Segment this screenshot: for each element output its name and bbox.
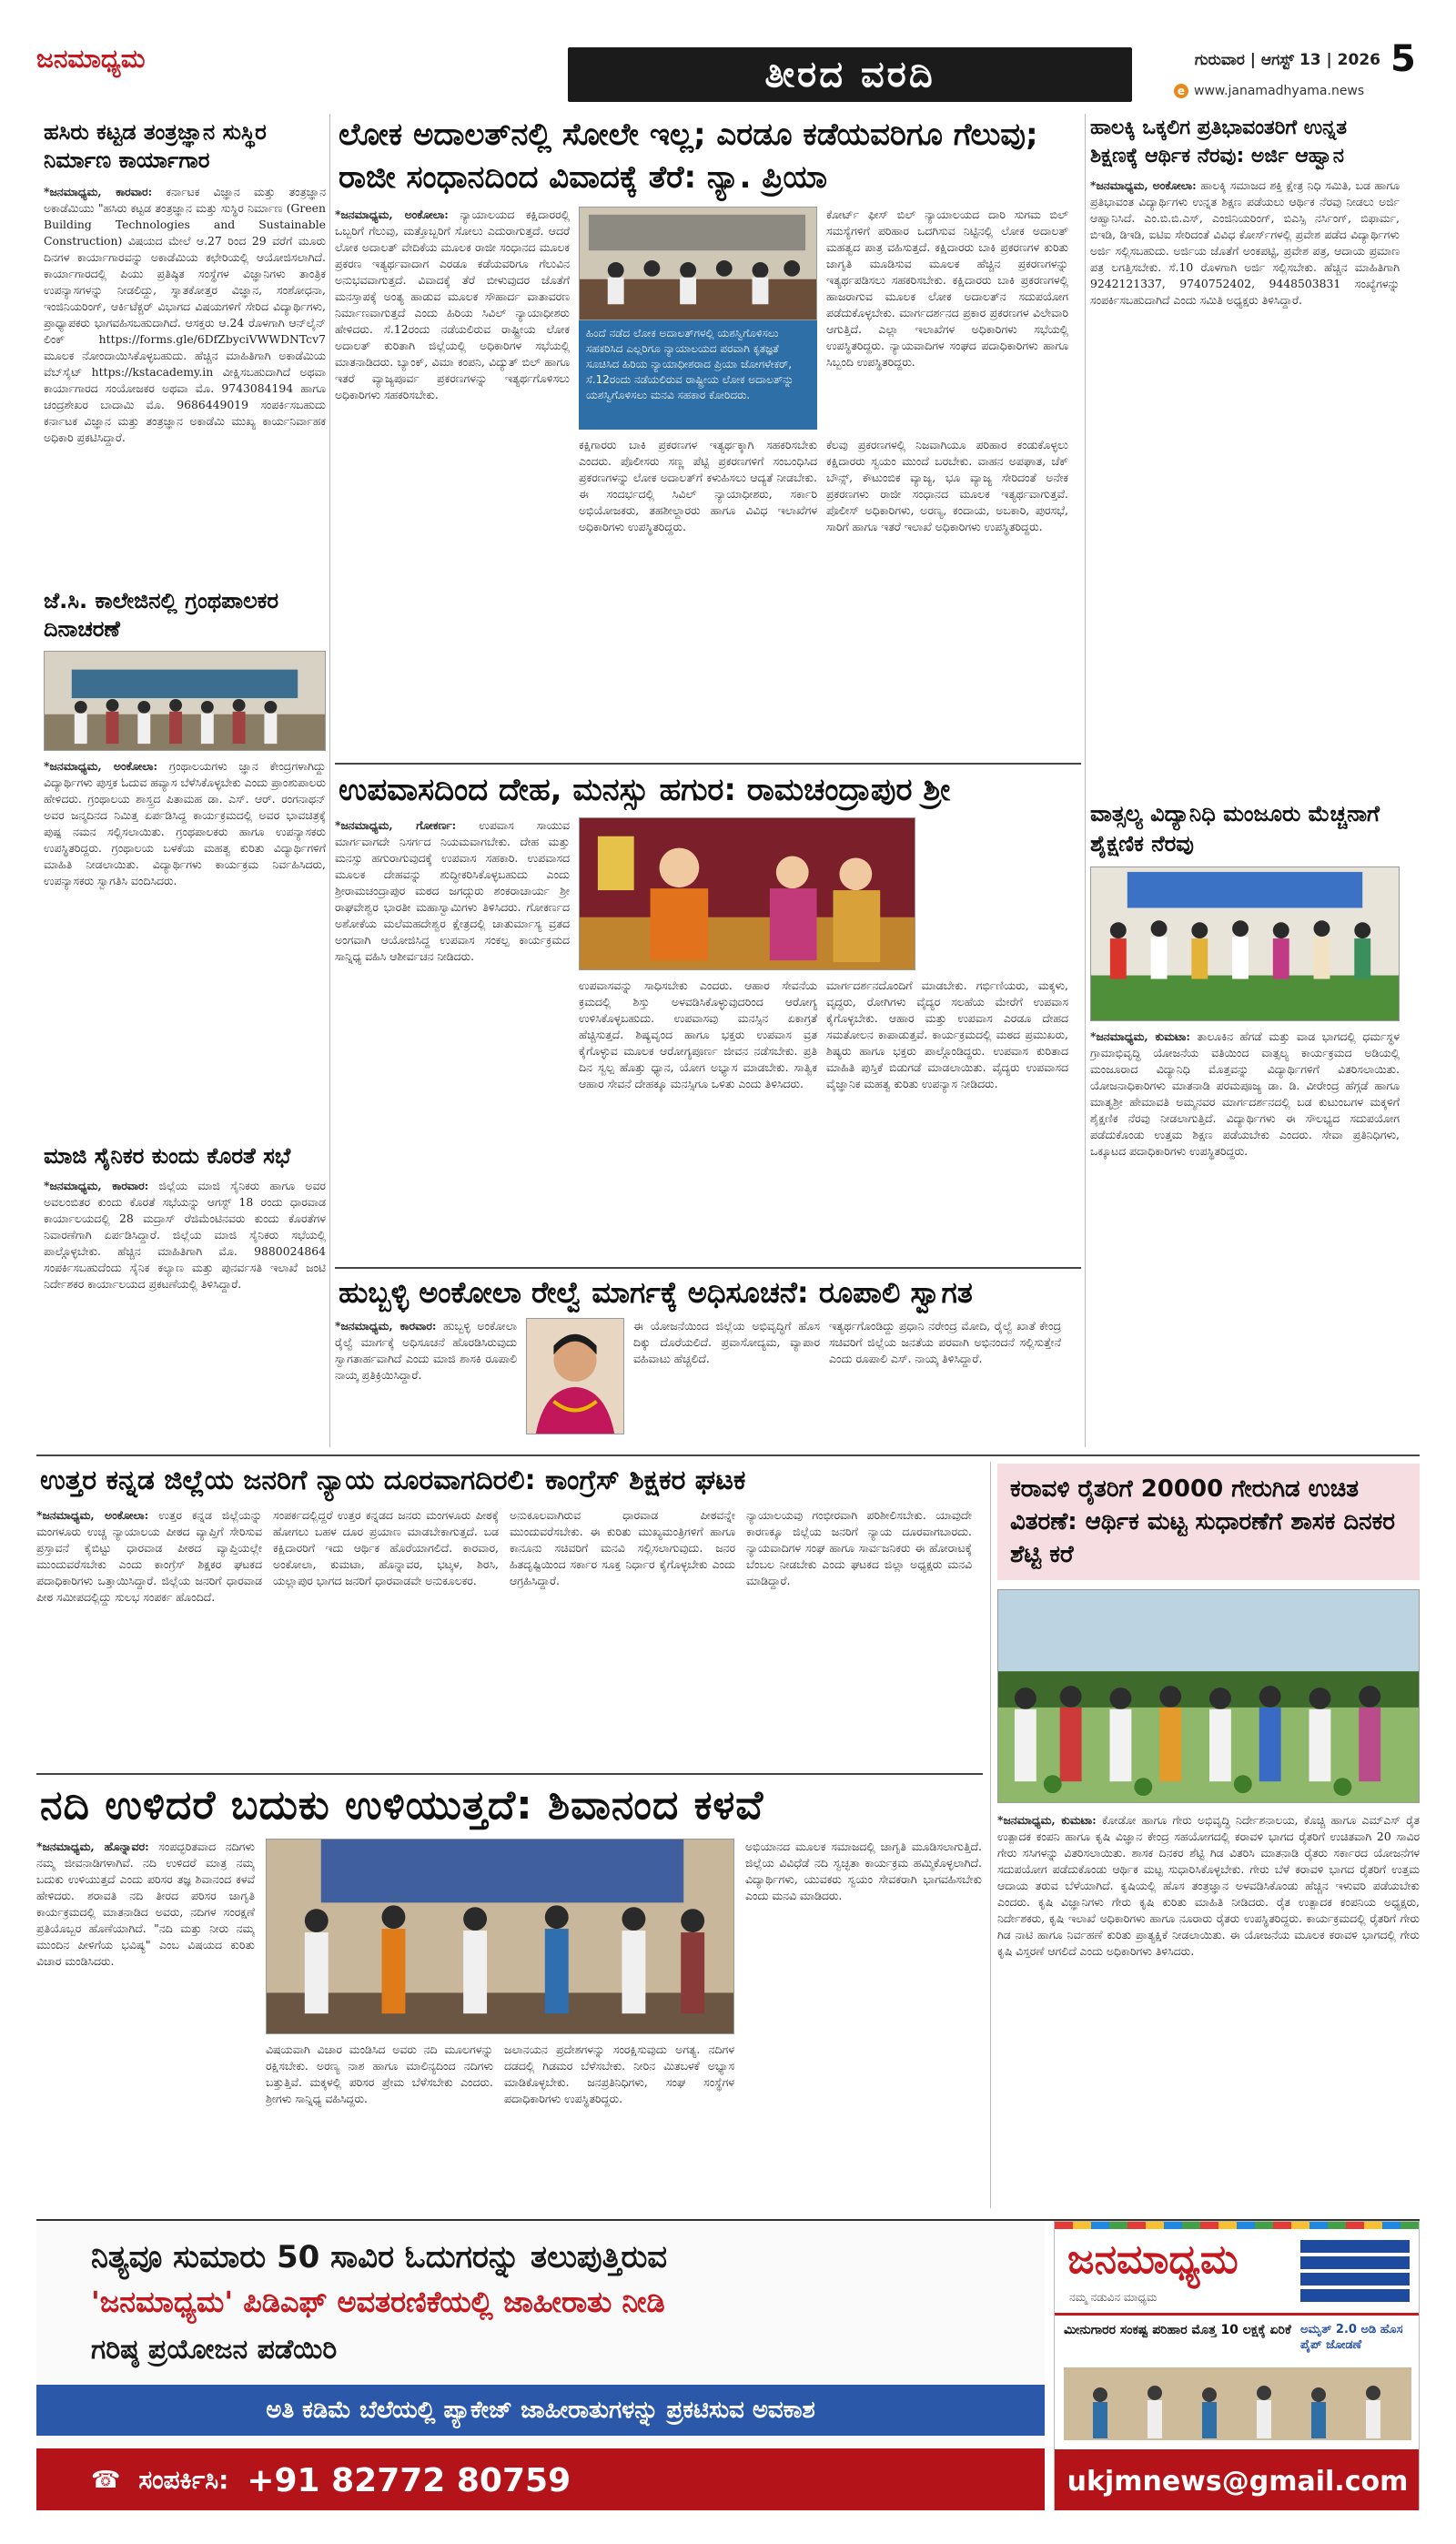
column-divider — [329, 114, 330, 1447]
lok-adalat-meeting-photo — [579, 207, 817, 320]
brand-name: ಜನಮಾಧ್ಯಮ — [36, 44, 146, 74]
dateline: *ಜನಮಾಧ್ಯಮ, ಕುಮಟಾ: — [1090, 1029, 1190, 1043]
story-high-court-bench — [36, 1462, 983, 1767]
article-col-1 — [36, 1507, 262, 1753]
headline: ಮಾಜಿ ಸೈನಿಕರ ಕುಂದು ಕೊರತೆ ಸಭೆ — [44, 1143, 291, 1169]
headline-box — [997, 1464, 1420, 1580]
article-col-3: ಅನುಕೂಲವಾಗಿರುವ ಧಾರವಾಡ ಪೀಠವನ್ನೇ ಮುಂದುವರೆಸಬೇಕು. ಈ ಕುರಿತು ಮುಖ್ಯಮಂತ್ರಿಗಳಿಗೆ ಹಾಗೂ ಕಾನೂನು ಸಚಿವರಿಗೆ ಮನವಿ ಸಲ್ಲಿಸಲಾಗುವುದು. ಜನರ ಹಿತದೃಷ್ಟಿಯಿಂದ ಸರ್ಕಾರ ಸೂಕ್ತ ನಿರ್ಧಾರ ಕೈಗೊಳ್ಳಬೇಕು ಎಂದು ಆಗ್ರಹಿಸಿದ್ದಾರೆ. — [510, 1508, 735, 1587]
ad-banner-text: ಅತಿ ಕಡಿಮೆ ಬೆಲೆಯಲ್ಲಿ ಪ್ಯಾಕೇಜ್ ಜಾಹೀರಾತುಗಳನ್ನು ಪ್ರಕಟಿಸುವ ಅವಕಾಶ — [266, 2396, 815, 2424]
headline: ಕರಾವಳಿ ರೈತರಿಗೆ 20000 ಗೇರುಗಿಡ ಉಚಿತ ವಿತರಣೆ: ಆರ್ಥಿಕ ಮಟ್ಟ ಸುಧಾರಣೆಗೆ ಶಾಸಕ ದಿನಕರ ಶೆಟ್ಟಿ ಕರೆ — [1010, 1475, 1396, 1568]
dateline: *ಜನಮಾಧ್ಯಮ, ಕಾರವಾರ: — [44, 1179, 149, 1192]
article-col-1 — [335, 1318, 517, 1445]
dateline: *ಜನಮಾಧ್ಯಮ, ಕುಮಟಾ: — [997, 1813, 1097, 1827]
section-divider — [335, 763, 1081, 765]
right-story-halakki — [1090, 114, 1400, 787]
dateline: *ಜನಮಾಧ್ಯಮ, ಹೊನ್ನಾವರ: — [36, 1840, 149, 1853]
ad-line-1: ನಿತ್ಯವೂ ಸುಮಾರು 50 ಸಾವಿರ ಓದುಗರನ್ನು ತಲುಪುತ್ತಿರುವ — [91, 2239, 668, 2275]
photo-caption: ಹಿಂದೆ ನಡೆದ ಲೋಕ ಅದಾಲತ್‌ಗಳಲ್ಲಿ ಯಶಸ್ವಿಗೊಳಿಸಲು ಸಹಕರಿಸಿದ ಎಲ್ಲರಿಗೂ ನ್ಯಾಯಾಲಯದ ಪರವಾಗಿ ಕೃತಜ್ಞತೆ ಸೂಚಿಸಿದ ಹಿರಿಯ ನ್ಯಾಯಾಧೀಶರಾದ ಪ್ರಿಯಾ ಜೋಗಳೇಕರ್, ಸೆ.12ರಂದು ನಡೆಯಲಿರುವ ರಾಷ್ಟ್ರೀಯ ಲೋಕ ಅದಾಲತ್‌ನ್ನು ಯಶಸ್ವಿಗೊಳಿಸಲು ಮನವಿ ಸಹಕಾರ ಕೋರಿದರು. — [579, 320, 817, 430]
dateline: *ಜನಮಾಧ್ಯಮ, ಅಂಕೋಲಾ: — [44, 759, 158, 773]
left-story-green-building — [44, 118, 326, 578]
section-divider — [36, 1454, 1420, 1456]
ad-line-3: ಗರಿಷ್ಠ ಪ್ರಯೋಜನ ಪಡೆಯಿರಿ — [91, 2334, 338, 2366]
left-story-library-day — [44, 587, 326, 1133]
dateline: *ಜನಮಾಧ್ಯಮ, ಕಾರವಾರ: — [335, 1319, 437, 1333]
brand-logo — [36, 42, 197, 76]
web-icon: e — [1174, 84, 1188, 98]
headline: ನದಿ ಉಳಿದರೆ ಬದುಕು ಉಳಿಯುತ್ತದೆ: ಶಿವಾನಂದ ಕಳವೆ — [40, 1782, 764, 1829]
headline: ಉತ್ತರ ಕನ್ನಡ ಜಿಲ್ಲೆಯ ಜನರಿಗೆ ನ್ಯಾಯ ದೂರವಾಗದಿರಲಿ: ಕಾಂಗ್ರೆಸ್ ಶಿಕ್ಷಕರ ಘಟಕ — [40, 1465, 746, 1496]
headline: ಹಸಿರು ಕಟ್ಟಡ ತಂತ್ರಜ್ಞಾನ ಸುಸ್ಥಿರ ನಿರ್ಮಾಣ ಕಾರ್ಯಾಗಾರ — [44, 119, 267, 173]
river-event-photo — [266, 1839, 734, 2034]
headline: ವಾತ್ಸಲ್ಯ ವಿದ್ಯಾನಿಧಿ ಮಂಜೂರು ಮೆಚ್ಚನಾಗೆ ಶೈಕ್ಷಣಿಕ ನೆರವು — [1090, 801, 1380, 856]
article-body — [44, 184, 326, 446]
ad-newspaper-preview — [1054, 2221, 1420, 2510]
website-text: www.janamadhyama.news — [1194, 84, 1365, 98]
body-text: ಗ್ರಂಥಾಲಯಗಳು ಜ್ಞಾನ ಕೇಂದ್ರಗಳಾಗಿದ್ದು ವಿದ್ಯಾರ್ಥಿಗಳು ಪುಸ್ತಕ ಓದುವ ಹವ್ಯಾಸ ಬೆಳೆಸಿಕೊಳ್ಳಬೇಕು ಎಂದು ಪ್ರಾಂಶುಪಾಲರು ಹೇಳಿದರು. ಗ್ರಂಥಾಲಯ ಶಾಸ್ತ್ರದ ಪಿತಾಮಹ ಡಾ. ಎಸ್. ಆರ್. ರಂಗನಾಥನ್ ಅವರ ಜನ್ಮದಿನದ ನಿಮಿತ್ತ ಏರ್ಪಡಿಸಿದ್ದ ಕಾರ್ಯಕ್ರಮದಲ್ಲಿ ಅವರ ಭಾವಚಿತ್ರಕ್ಕೆ ಪುಷ್ಪ ನಮನ ಸಲ್ಲಿಸಲಾಯಿತು. ಗ್ರಂಥಪಾಲಕರು ಹಾಗೂ ಉಪನ್ಯಾಸಕರು ಉಪಸ್ಥಿತರಿದ್ದರು. ಗ್ರಂಥಾಲಯ ಬಳಕೆಯ ಮಹತ್ವ ಕುರಿತು ವಿದ್ಯಾರ್ಥಿಗಳಿಗೆ ಮಾಹಿತಿ ನೀಡಲಾಯಿತು. ವಿದ್ಯಾರ್ಥಿಗಳು ಕಾರ್ಯಕ್ರಮ ನಿರ್ವಹಿಸಿದರು, ಉಪನ್ಯಾಸಕರು ಸ್ವಾಗತಿಸಿ ವಂದಿಸಿದರು. — [44, 759, 326, 887]
article-col-1 — [36, 1839, 255, 2198]
dateline: *ಜನಮಾಧ್ಯಮ, ಅಂಕೋಲಾ: — [335, 208, 449, 221]
mini-tagline: ನಮ್ಮ ನಡುವಿನ ಮಾಧ್ಯಮ — [1069, 2291, 1158, 2304]
article-col-3: ಕಕ್ಷಿಗಾರರು ಬಾಕಿ ಪ್ರಕರಣಗಳ ಇತ್ಯರ್ಥಕ್ಕಾಗಿ ಸಹಕರಿಸಬೇಕು ಎಂದರು. ಪೊಲೀಸರು ಸಣ್ಣ ಪೆಟ್ಟಿ ಪ್ರಕರಣಗಳಿಗೆ ಸಂಬಂಧಿಸಿದ ಪ್ರಕರಣಗಳನ್ನು ಲೋಕ ಅದಾಲತ್‌ಗೆ ಕಳುಹಿಸಲು ಆದ್ಯತೆ ನೀಡಬೇಕು. ಈ ಸಂದರ್ಭದಲ್ಲಿ ಸಿವಿಲ್ ನ್ಯಾಯಾಧೀಶರು, ಸರ್ಕಾರಿ ಅಭಿಯೋಜಕರು, ತಹಶೀಲ್ದಾರರು ಹಾಗೂ ವಿವಿಧ ಇಲಾಖೆಗಳ ಅಧಿಕಾರಿಗಳು ಉಪಸ್ಥಿತರಿದ್ದರು. — [579, 438, 817, 533]
contact-label: ಸಂಪರ್ಕಿಸಿ: — [138, 2465, 229, 2495]
article-body — [44, 1178, 326, 1292]
dateline: *ಜನಮಾಧ್ಯಮ, ಅಂಕೋಲಾ: — [36, 1508, 149, 1522]
body-text: ಉಪವಾಸ ಸಾಯುವ ಮಾರ್ಗವಾಗದೇ ನಿಸರ್ಗದ ನಿಯಮವಾಗಬೇಕು. ದೇಹ ಮತ್ತು ಮನಸ್ಸು ಹಗುರಾಗುವುದಕ್ಕೆ ಉಪವಾಸ ಸಹಕಾರಿ. ಉಪವಾಸದ ಮೂಲಕ ದೇಹವನ್ನು ಶುದ್ಧೀಕರಿಸಿಕೊಳ್ಳಬಹುದು ಎಂದು ಶ್ರೀರಾಮಚಂದ್ರಾಪುರ ಮಠದ ಜಗದ್ಗುರು ಶಂಕರಾಚಾರ್ಯ ಶ್ರೀ ರಾಘವೇಶ್ವರ ಭಾರತೀ ಮಹಾಸ್ವಾಮಿಗಳು ತಿಳಿಸಿದರು. ಗೋಕರ್ಣದ ಅಶೋಕೆಯ ಮಲೆಮಹದೇಶ್ವರ ಕ್ಷೇತ್ರದಲ್ಲಿ ಚಾತುರ್ಮಾಸ್ಯ ವ್ರತದ ಅಂಗವಾಗಿ ಆಯೋಜಿಸಿದ್ದ ಉಪವಾಸ ಸಂಕಲ್ಪ ಕಾರ್ಯಕ್ರಮದ ಸಾನ್ನಿಧ್ಯ ವಹಿಸಿ ಆಶೀರ್ವಚನ ನೀಡಿದರು. — [335, 818, 570, 963]
body-text: ಜಿಲ್ಲೆಯ ಮಾಜಿ ಸೈನಿಕರು ಹಾಗೂ ಅವರ ಅವಲಂಬಿತರ ಕುಂದು ಕೊರತೆ ಸಭೆಯನ್ನು ಆಗಸ್ಟ್ 18 ರಂದು ಧಾರವಾಡ ಕಾರ್ಯಾಲಯದಲ್ಲಿ 28 ಮದ್ರಾಸ್ ರೆಜಿಮೆಂಟಿನವರು ಕುಂದು ಕೊರತೆಗಳ ನಿವಾರಣೆಗಾಗಿ ಏರ್ಪಡಿಸಿದ್ದಾರೆ. ಜಿಲ್ಲೆಯ ಮಾಜಿ ಸೈನಿಕರು ಸಭೆಯಲ್ಲಿ ಪಾಲ್ಗೊಳ್ಳಬೇಕು. ಹೆಚ್ಚಿನ ಮಾಹಿತಿಗಾಗಿ ಮೊ. 9880024864 ಸಂಪರ್ಕಿಸಬಹುದೆಂದು ಸೈನಿಕ ಕಲ್ಯಾಣ ಮತ್ತು ಪುನರ್ವಸತಿ ಇಲಾಖೆ ಜಂಟಿ ನಿರ್ದೇಶಕರ ಕಾರ್ಯಾಲಯದ ಪ್ರಕಟಣೆಯಲ್ಲಿ ತಿಳಿಸಿದ್ದಾರೆ. — [44, 1179, 326, 1291]
headline: ಉಪವಾಸದಿಂದ ದೇಹ, ಮನಸ್ಸು ಹಗುರ: ರಾಮಚಂದ್ರಾಪುರ ಶ್ರೀ — [339, 772, 951, 808]
body-text: ಉತ್ತರ ಕನ್ನಡ ಜಿಲ್ಲೆಯನ್ನು ಮಂಗಳೂರು ಉಚ್ಚ ನ್ಯಾಯಾಲಯ ಪೀಠದ ವ್ಯಾಪ್ತಿಗೆ ಸೇರಿಸುವ ಪ್ರಸ್ತಾವನೆ ಕೈಬಿಟ್ಟು ಧಾರವಾಡ ಪೀಠದ ವ್ಯಾಪ್ತಿಯಲ್ಲೇ ಮುಂದುವರೆಸಬೇಕು ಎಂದು ಕಾಂಗ್ರೆಸ್ ಶಿಕ್ಷಕರ ಘಟಕದ ಪದಾಧಿಕಾರಿಗಳು ಒತ್ತಾಯಿಸಿದ್ದಾರೆ. ಜಿಲ್ಲೆಯ ಜನರಿಗೆ ಧಾರವಾಡ ಪೀಠ ಸಮೀಪದಲ್ಲಿದ್ದು ಸುಲಭ ಸಂಪರ್ಕ ಹೊಂದಿದೆ. — [36, 1508, 262, 1604]
date-line: ಗುರುವಾರ | ಆಗಸ್ಟ್ 13 | 2026 — [1194, 51, 1380, 69]
article-col-1 — [335, 817, 570, 1245]
section-banner — [568, 47, 1132, 102]
rupali-photo — [526, 1318, 624, 1434]
website-link[interactable] — [1174, 84, 1401, 98]
section-divider — [36, 1773, 983, 1775]
article-col-2: ಕೋರ್ಟ್ ಫೀಸ್ ಬಿಲ್ ನ್ಯಾಯಾಲಯದ ದಾರಿ ಸುಗಮ ಬಿಲ್ ಸಮಸ್ಯೆಗಳಿಗೆ ಪರಿಹಾರ ಒದಗಿಸುವ ನಿಟ್ಟಿನಲ್ಲಿ ಲೋಕ ಅದಾಲತ್ ಮಹತ್ವದ ಪಾತ್ರ ವಹಿಸುತ್ತದೆ. ಕಕ್ಷಿದಾರರು ಬಾಕಿ ಪ್ರಕರಣಗಳ ಕುರಿತು ಜಾಗೃತಿ ಮೂಡಿಸುವ ಮೂಲಕ ಹೆಚ್ಚಿನ ಪ್ರಕರಣಗಳನ್ನು ಇತ್ಯರ್ಥಪಡಿಸಲು ಸಹಕರಿಸಬೇಕು. ಕಕ್ಷಿದಾರರು ಬಾಕಿ ಪ್ರಕರಣಗಳಲ್ಲಿ ಹಾಜರಾಗುವ ಮೂಲಕ ಲೋಕ ಅದಾಲತ್‌ನ ಸದುಪಯೋಗ ಪಡೆದುಕೊಳ್ಳಬೇಕು. ಮಾರ್ಗದರ್ಶನದ ಪ್ರಕಾರ ಪ್ರಕರಣಗಳ ವಿಲೇವಾರಿ ಆಗುತ್ತಿದೆ. ಎಲ್ಲಾ ಇಲಾಖೆಗಳ ಅಧಿಕಾರಿಗಳು ಸಭೆಯಲ್ಲಿ ಉಪಸ್ಥಿತರಿದ್ದರು. ನ್ಯಾಯವಾದಿಗಳ ಸಂಘದ ಪದಾಧಿಕಾರಿಗಳು ಹಾಗೂ ಸಿಬ್ಬಂದಿ ಉಪಸ್ಥಿತರಿದ್ದರು. — [826, 208, 1068, 369]
body-text: ಕರ್ನಾಟಕ ವಿಜ್ಞಾನ ಮತ್ತು ತಂತ್ರಜ್ಞಾನ ಅಕಾಡೆಮಿಯು "ಹಸಿರು ಕಟ್ಟಡ ತಂತ್ರಜ್ಞಾನ ಮತ್ತು ಸುಸ್ಥಿರ ನಿರ್ಮಾಣ (Green Building Technologies and Sustainable Construction) ವಿಷಯದ ಮೇಲೆ ಆ.27 ರಿಂದ 29 ವರೆಗೆ ಮೂರು ದಿನಗಳ ಕಾರ್ಯಾಗಾರವನ್ನು ಅಕಾಡೆಮಿಯ ಕಛೇರಿಯಲ್ಲಿ ಆಯೋಜಿಸಲಾಗಿದೆ. ಕಾರ್ಯಾಗಾರದಲ್ಲಿ ಪಿಯು ಪ್ರತಿಷ್ಠಿತ ಸಂಸ್ಥೆಗಳ ವಿಜ್ಞಾನಿಗಳು ತಾಂತ್ರಿಕ ಉಪನ್ಯಾಸಗಳನ್ನು ನೀಡಲಿದ್ದು, ಸ್ನಾತಕೋತ್ತರ ವಿಜ್ಞಾನ, ಸಂಶೋಧನಾ, ಇಂಜಿನಿಯರಿಂಗ್, ಆರ್ಕಿಟೆಕ್ಚರ್ ವಿಭಾಗದ ವಿಷಯಗಳಿಗೆ ಸೇರಿದ ವಿದ್ಯಾರ್ಥಿಗಳು, ಪ್ರಾಧ್ಯಾಪಕರು ಭಾಗವಹಿಸಬಹುದಾಗಿದೆ. ಆಸಕ್ತರು ಆ.24 ರೊಳಗಾಗಿ ಆನ್‌ಲೈನ್ ಲಿಂಕ್ https://forms.gle/6DfZbyciVWWDNTcv7 ಮೂಲಕ ನೋಂದಾಯಿಸಿಕೊಳ್ಳಬಹುದು. ಹೆಚ್ಚಿನ ಮಾಹಿತಿಗಾಗಿ ಅಕಾಡೆಮಿಯ ವೆಬ್‌ಸೈಟ್ https://kstacademy.in ವೀಕ್ಷಿಸಬಹುದಾಗಿದೆ ಅಥವಾ ಕಾರ್ಯಾಗಾರದ ಸಂಯೋಜಕರ ಅಥವಾ ಮೊ. 9743084194 ಹಾಗೂ ಚಂದ್ರಶೇಖರ ಬಾದಾಮಿ ಮೊ. 9686449019 ಸಂಪರ್ಕಿಸಬಹುದು ಕರ್ನಾಟಕ ವಿಜ್ಞಾನ ಮತ್ತು ತಂತ್ರಜ್ಞಾನ ಅಕಾಡೆಮಿ ಮುಖ್ಯ ಕಾರ್ಯನಿರ್ವಾಹಕ ಅಧಿಕಾರಿ ಪ್ರಕಟಿಸಿದ್ದಾರೆ. — [44, 185, 326, 444]
story-railway — [335, 1272, 1081, 1450]
ad-line-2: 'ಜನಮಾಧ್ಯಮ' ಪಿಡಿಎಫ್ ಅವತರಣಿಕೆಯಲ್ಲಿ ಜಾಹೀರಾತು ನೀಡಿ — [91, 2285, 665, 2319]
body-text: ತಾಲೂಕಿನ ಹೆಗಡೆ ಮತ್ತು ವಾಡ ಭಾಗದಲ್ಲಿ ಧರ್ಮಸ್ಥಳ ಗ್ರಾಮಾಭಿವೃದ್ಧಿ ಯೋಜನೆಯ ವತಿಯಿಂದ ವಾತ್ಸಲ್ಯ ಕಾರ್ಯಕ್ರಮದ ಅಡಿಯಲ್ಲಿ ಮಂಜೂರಾದ ವಿದ್ಯಾನಿಧಿ ಮೊತ್ತವನ್ನು ವಿದ್ಯಾರ್ಥಿಗಳಿಗೆ ವಿತರಿಸಲಾಯಿತು. ಯೋಜನಾಧಿಕಾರಿಗಳು ಮಾತನಾಡಿ ಪರಮಪೂಜ್ಯ ಡಾ. ಡಿ. ವೀರೇಂದ್ರ ಹೆಗ್ಗಡೆ ಹಾಗೂ ಮಾತೃಶ್ರೀ ಹೇಮಾವತಿ ಅಮ್ಮನವರ ಮಾರ್ಗದರ್ಶನದಲ್ಲಿ ಬಡ ಕುಟುಂಬಗಳ ಮಕ್ಕಳಿಗೆ ಶೈಕ್ಷಣಿಕ ನೆರವು ನೀಡಲಾಗುತ್ತಿದೆ. ವಿದ್ಯಾರ್ಥಿಗಳು ಈ ಸೌಲಭ್ಯದ ಸದುಪಯೋಗ ಪಡೆದುಕೊಂಡು ಉತ್ತಮ ಶಿಕ್ಷಣ ಪಡೆಯಬೇಕು ಎಂದರು. ಸೇವಾ ಪ್ರತಿನಿಧಿಗಳು, ಒಕ್ಕೂಟದ ಪದಾಧಿಕಾರಿಗಳು ಉಪಸ್ಥಿತರಿದ್ದರು. — [1090, 1029, 1400, 1158]
article-col-4: ನ್ಯಾಯಾಲಯವು ಗಂಭೀರವಾಗಿ ಪರಿಶೀಲಿಸಬೇಕು. ಯಾವುದೇ ಕಾರಣಕ್ಕೂ ಜಿಲ್ಲೆಯ ಜನರಿಗೆ ನ್ಯಾಯ ದೂರವಾಗಬಾರದು. ನ್ಯಾಯವಾದಿಗಳ ಸಂಘ ಹಾಗೂ ಸಾರ್ವಜನಿಕರು ಈ ಹೋರಾಟಕ್ಕೆ ಬೆಂಬಲ ನೀಡಬೇಕು ಎಂದು ಘಟಕದ ಜಿಲ್ಲಾ ಅಧ್ಯಕ್ಷರು ಮನವಿ ಮಾಡಿದ್ದಾರೆ. — [746, 1508, 972, 1587]
ad-email-box[interactable] — [1055, 2449, 1420, 2510]
article-col-4: ಅಭಿಯಾನದ ಮೂಲಕ ಸಮಾಜದಲ್ಲಿ ಜಾಗೃತಿ ಮೂಡಿಸಲಾಗುತ್ತಿದೆ. ಜಿಲ್ಲೆಯ ವಿವಿಧೆಡೆ ನದಿ ಸ್ವಚ್ಛತಾ ಕಾರ್ಯಕ್ರಮ ಹಮ್ಮಿಕೊಳ್ಳಲಾಗಿದೆ. ವಿದ್ಯಾರ್ಥಿಗಳು, ಯುವಕರು ಸ್ವಯಂ ಸೇವಕರಾಗಿ ಭಾಗವಹಿಸಬೇಕು ಎಂದು ಮನವಿ ಮಾಡಿದರು. — [745, 1840, 982, 1902]
dateline: *ಜನಮಾಧ್ಯಮ, ಅಂಕೋಲಾ: — [1090, 178, 1197, 192]
ad-contact[interactable] — [36, 2448, 1045, 2510]
library-photo — [44, 651, 326, 751]
headline: ಹುಬ್ಬಳ್ಳಿ ಅಂಕೋಲಾ ರೇಲ್ವೆ ಮಾರ್ಗಕ್ಕೆ ಅಧಿಸೂಚನೆ: ರೂಪಾಲಿ ಸ್ವಾಗತ — [339, 1275, 973, 1310]
article-body — [44, 758, 326, 889]
body-text: ಹುಬ್ಬಳ್ಳಿ ಅಂಕೋಲಾ ರೈಲ್ವೆ ಮಾರ್ಗಕ್ಕೆ ಅಧಿಸೂಚನೆ ಹೊರಡಿಸಿರುವುದು ಸ್ವಾಗತಾರ್ಹವಾಗಿದೆ ಎಂದು ಮಾಜಿ ಶಾಸಕಿ ರೂಪಾಲಿ ನಾಯ್ಕ ಪ್ರತಿಕ್ರಿಯಿಸಿದ್ದಾರೆ. — [335, 1319, 517, 1382]
column-divider — [990, 1462, 991, 2208]
body-text: ನ್ಯಾಯಾಲಯದ ಕಕ್ಷಿದಾರರಲ್ಲಿ ಒಬ್ಬರಿಗೆ ಗೆಲುವು, ಮತ್ತೊಬ್ಬರಿಗೆ ಸೋಲು ಎದುರಾಗುತ್ತದೆ. ಆದರೆ ಲೋಕ ಅದಾಲತ್ ವೇದಿಕೆಯ ಮೂಲಕ ರಾಜೀ ಸಂಧಾನದ ಮೂಲಕ ಪ್ರಕರಣ ಇತ್ಯರ್ಥವಾದಾಗ ಎರಡೂ ಕಡೆಯವರಿಗೂ ಗೆಲುವಿನ ಅನುಭವವಾಗುತ್ತದೆ. ವಿವಾದಕ್ಕೆ ತೆರೆ ಬೀಳುವುದರ ಜೊತೆಗೆ ಮನಸ್ತಾಪಕ್ಕೆ ಅಂತ್ಯ ಹಾಡುವ ಮೂಲಕ ಸೌಹಾರ್ದ ವಾತಾವರಣ ನಿರ್ಮಾಣವಾಗುತ್ತದೆ ಎಂದು ಹಿರಿಯ ಸಿವಿಲ್ ನ್ಯಾಯಾಧೀಶರು ಹೇಳಿದರು. ಸೆ.12ರಂದು ನಡೆಯಲಿರುವ ರಾಷ್ಟ್ರೀಯ ಲೋಕ ಅದಾಲತ್ ಕುರಿತಾಗಿ ಜಿಲ್ಲೆಯಲ್ಲಿ ಅಧಿಕಾರಿಗಳ ಸಭೆಯಲ್ಲಿ ಮಾತನಾಡಿದರು. ಬ್ಯಾಂಕ್, ವಿಮಾ ಕಂಪನಿ, ವಿದ್ಯುತ್ ಬಿಲ್ ಹಾಗೂ ಇತರೆ ವ್ಯಾಜ್ಯಪೂರ್ವ ಪ್ರಕರಣಗಳನ್ನು ಇತ್ಯರ್ಥಗೊಳಿಸಲು ಅಧಿಕಾರಿಗಳು ಸಹಕರಿಸಬೇಕು. — [335, 208, 570, 401]
article-col-3: ಜಲಾನಯನ ಪ್ರದೇಶಗಳನ್ನು ಸಂರಕ್ಷಿಸುವುದು ಅಗತ್ಯ. ನದಿಗಳ ದಡದಲ್ಲಿ ಗಿಡಮರ ಬೆಳೆಸಬೇಕು. ನೀರಿನ ಮಿತಬಳಕೆ ಅಭ್ಯಾಸ ಮಾಡಿಕೊಳ್ಳಬೇಕು. ಜನಪ್ರತಿನಿಧಿಗಳು, ಸಂಘ ಸಂಸ್ಥೆಗಳ ಪದಾಧಿಕಾರಿಗಳು ಉಪಸ್ಥಿತರಿದ್ದರು. — [504, 2042, 734, 2105]
swamiji-photo — [579, 817, 915, 970]
story-fasting — [335, 770, 1081, 1262]
dateline: *ಜನಮಾಧ್ಯಮ, ಕಾರವಾರ: — [44, 185, 153, 198]
story-cashew-saplings — [997, 1464, 1420, 2208]
body-text: ಕೋಡೋ ಹಾಗೂ ಗೇರು ಅಭಿವೃದ್ಧಿ ನಿರ್ದೇಶನಾಲಯ, ಕೊಚ್ಚಿ ಹಾಗೂ ಎಮ್‌ಎಸ್ ರೈತ ಉತ್ಪಾದಕ ಕಂಪನಿ ಹಾಗೂ ಕೃಷಿ ವಿಜ್ಞಾನ ಕೇಂದ್ರ ಸಹಯೋಗದಲ್ಲಿ ಕರಾವಳಿ ಭಾಗದ ರೈತರಿಗೆ ಉಚಿತವಾಗಿ 20 ಸಾವಿರ ಗೇರು ಸಸಿಗಳನ್ನು ವಿತರಿಸಲಾಯಿತು. ಶಾಸಕ ದಿನಕರ ಶೆಟ್ಟಿ ಗಿಡ ವಿತರಿಸಿ ಮಾತನಾಡಿ ರೈತರು ಸರ್ಕಾರದ ಯೋಜನೆಗಳ ಸದುಪಯೋಗ ಪಡೆದುಕೊಂಡು ಆರ್ಥಿಕ ಮಟ್ಟ ಸುಧಾರಿಸಿಕೊಳ್ಳಬೇಕು. ಗೇರು ಬೆಳೆ ಕರಾವಳಿ ಭಾಗದ ರೈತರಿಗೆ ಉತ್ತಮ ಆದಾಯ ತರುವ ಬೆಳೆಯಾಗಿದೆ. ಕೃಷಿಯಲ್ಲಿ ಹೊಸ ತಂತ್ರಜ್ಞಾನ ಅಳವಡಿಸಿಕೊಂಡು ಹೆಚ್ಚಿನ ಇಳುವರಿ ಪಡೆಯಬೇಕು ಎಂದರು. ಕೃಷಿ ವಿಜ್ಞಾನಿಗಳು ಗೇರು ಕೃಷಿ ಕುರಿತು ಮಾಹಿತಿ ನೀಡಿದರು. ರೈತ ಉತ್ಪಾದಕ ಕಂಪನಿಯ ಅಧ್ಯಕ್ಷರು, ನಿರ್ದೇಶಕರು, ಕೃಷಿ ಇಲಾಖೆ ಅಧಿಕಾರಿಗಳು ಹಾಗೂ ನೂರಾರು ರೈತರು ಉಪಸ್ಥಿತರಿದ್ದರು. ಕಾರ್ಯಕ್ರಮದಲ್ಲಿ ರೈತರಿಗೆ ಗೇರು ಗಿಡ ನಾಟಿ ಹಾಗೂ ನಿರ್ವಹಣೆ ಕುರಿತು ಪ್ರಾತ್ಯಕ್ಷಿಕೆ ನೀಡಲಾಯಿತು. ಈ ಯೋಜನೆಯ ಮೂಲಕ ಕರಾವಳಿ ಭಾಗದಲ್ಲಿ ಗೇರು ಕೃಷಿ ವಿಸ್ತರಣೆ ಆಗಲಿದೆ ಎಂದು ಅಧಿಕಾರಿಗಳು ತಿಳಿಸಿದರು. — [997, 1813, 1420, 1958]
section-title: ತೀರದ ವರದಿ — [764, 54, 935, 96]
article-col-3: ಇತ್ಯರ್ಥಗೊಂಡಿದ್ದು ಪ್ರಧಾನಿ ನರೇಂದ್ರ ಮೋದಿ, ರೈಲ್ವೆ ಖಾತೆ ಕೇಂದ್ರ ಸಚಿವರಿಗೆ ಜಿಲ್ಲೆಯ ಜನತೆಯ ಪರವಾಗಿ ಅಭಿನಂದನೆ ಸಲ್ಲಿಸುತ್ತೇನೆ ಎಂದು ರೂಪಾಲಿ ಎಸ್. ನಾಯ್ಕ ತಿಳಿಸಿದ್ದಾರೆ. — [829, 1319, 1061, 1365]
mini-side: ಅಮೃತ್ 2.0 ಅಡಿ ಹೊಸ ಪೈಪ್ ಜೋಡಣೆ — [1300, 2323, 1403, 2352]
advertisement — [36, 2219, 1420, 2510]
vatsalya-photo — [1090, 867, 1400, 1021]
left-story-ex-servicemen — [44, 1142, 326, 1456]
headline: ಜೆ.ಸಿ. ಕಾಲೇಜಿನಲ್ಲಿ ಗ್ರಂಥಪಾಲಕರ ದಿನಾಚರಣೆ — [44, 588, 279, 642]
mini-headline: ಮೀನುಗಾರರ ಸಂಕಷ್ಟ ಪರಿಹಾರ ಮೊತ್ತ 10 ಲಕ್ಷಕ್ಕೆ ಏರಿಕೆ — [1064, 2323, 1291, 2337]
farmers-photo — [997, 1589, 1420, 1803]
mini-brand: ಜನಮಾಧ್ಯಮ — [1067, 2236, 1239, 2283]
ad-left-panel — [36, 2221, 1045, 2510]
story-river — [36, 1780, 983, 2208]
article-body — [997, 1812, 1420, 2208]
article-body — [1090, 177, 1400, 309]
article-col-2: ವಿಷಯವಾಗಿ ವಿಚಾರ ಮಂಡಿಸಿದ ಅವರು ನದಿ ಮೂಲಗಳನ್ನು ರಕ್ಷಿಸಬೇಕು. ಅರಣ್ಯ ನಾಶ ಹಾಗೂ ಮಾಲಿನ್ಯದಿಂದ ನದಿಗಳು ಬತ್ತುತ್ತಿವೆ. ಮಕ್ಕಳಲ್ಲಿ ಪರಿಸರ ಪ್ರೇಮ ಬೆಳೆಸಬೇಕು ಎಂದರು. ಶ್ರೀಗಳು ಸಾನ್ನಿಧ್ಯ ವಹಿಸಿದ್ದರು. — [266, 2042, 493, 2105]
ad-banner — [36, 2385, 1045, 2436]
article-col-2: ಈ ಯೋಜನೆಯಿಂದ ಜಿಲ್ಲೆಯ ಅಭಿವೃದ್ಧಿಗೆ ಹೊಸ ದಿಕ್ಕು ದೊರೆಯಲಿದೆ. ಪ್ರವಾಸೋದ್ಯಮ, ವ್ಯಾಪಾರ ವಹಿವಾಟು ಹೆಚ್ಚಲಿದೆ. — [633, 1319, 820, 1365]
article-col-3: ಮಾರ್ಗದರ್ಶನದೊಂದಿಗೆ ಮಾಡಬೇಕು. ಗರ್ಭಿಣಿಯರು, ಮಕ್ಕಳು, ವೃದ್ಧರು, ರೋಗಿಗಳು ವೈದ್ಯರ ಸಲಹೆಯ ಮೇರೆಗೆ ಉಪವಾಸ ಕೈಗೊಳ್ಳಬೇಕು. ಆಹಾರ ಮತ್ತು ಉಪವಾಸ ಎರಡೂ ದೇಹದ ಸಮತೋಲನ ಕಾಪಾಡುತ್ತವೆ. ಕಾರ್ಯಕ್ರಮದಲ್ಲಿ ಮಠದ ಪ್ರಮುಖರು, ಶಿಷ್ಯರು ಹಾಗೂ ಭಕ್ತರು ಪಾಲ್ಗೊಂಡಿದ್ದರು. ಉಪವಾಸ ಕುರಿತಾದ ಮಾಹಿತಿ ಪುಸ್ತಿಕೆ ಬಿಡುಗಡೆ ಮಾಡಲಾಯಿತು. ವೈದ್ಯರು ಉಪವಾಸದ ವೈಜ್ಞಾನಿಕ ಮಹತ್ವ ಕುರಿತು ಉಪನ್ಯಾಸ ನೀಡಿದರು. — [826, 978, 1068, 1090]
page-number: 5 — [1390, 38, 1416, 80]
headline: ಲೋಕ ಅದಾಲತ್‌ನಲ್ಲಿ ಸೋಲೇ ಇಲ್ಲ; ಎರಡೂ ಕಡೆಯವರಿಗೂ ಗೆಲುವು; ರಾಜೀ ಸಂಧಾನದಿಂದ ವಿವಾದಕ್ಕೆ ತೆರೆ: ನ್ಯಾ. ಪ್ರಿಯಾ — [339, 117, 1038, 196]
dateline: *ಜನಮಾಧ್ಯಮ, ಗೋಕರ್ಣ: — [335, 818, 457, 832]
contact-email[interactable]: ukjmnews@gmail.com — [1067, 2465, 1409, 2498]
article-col-1 — [335, 207, 570, 739]
phone-icon: ☎ — [91, 2467, 121, 2494]
article-col-2: ಉಪವಾಸವನ್ನು ಸಾಧಿಸಬೇಕು ಎಂದರು. ಆಹಾರ ಸೇವನೆಯ ಕ್ರಮದಲ್ಲಿ ಶಿಸ್ತು ಅಳವಡಿಸಿಕೊಳ್ಳುವುದರಿಂದ ಆರೋಗ್ಯ ಉಳಿಸಿಕೊಳ್ಳಬಹುದು. ಉಪವಾಸವು ಮನಸ್ಸಿನ ಏಕಾಗ್ರತೆ ಹೆಚ್ಚಿಸುತ್ತದೆ. ಶಿಷ್ಯವೃಂದ ಹಾಗೂ ಭಕ್ತರು ಉಪವಾಸ ವ್ರತ ಕೈಗೊಳ್ಳುವ ಮೂಲಕ ಆರೋಗ್ಯಪೂರ್ಣ ಜೀವನ ನಡೆಸಬೇಕು. ಪ್ರತಿ ದಿನ ಸ್ವಲ್ಪ ಹೊತ್ತು ಧ್ಯಾನ, ಯೋಗ ಅಭ್ಯಾಸ ಮಾಡಬೇಕು. ಸಾತ್ವಿಕ ಆಹಾರ ಸೇವನೆ ದೇಹಕ್ಕೂ ಮನಸ್ಸಿಗೂ ಒಳಿತು ಎಂದು ತಿಳಿಸಿದರು. — [579, 978, 817, 1090]
body-text: ಸಂಪದ್ಭರಿತವಾದ ನದಿಗಳು ನಮ್ಮ ಜೀವನಾಡಿಗಳಾಗಿವೆ. ನದಿ ಉಳಿದರೆ ಮಾತ್ರ ನಮ್ಮ ಬದುಕು ಉಳಿಯುತ್ತದೆ ಎಂದು ಪರಿಸರ ತಜ್ಞ ಶಿವಾನಂದ ಕಳವೆ ಹೇಳಿದರು. ಶರಾವತಿ ನದಿ ತೀರದ ಪರಿಸರ ಜಾಗೃತಿ ಕಾರ್ಯಕ್ರಮದಲ್ಲಿ ಮಾತನಾಡಿದ ಅವರು, ನದಿಗಳ ಸಂರಕ್ಷಣೆ ಪ್ರತಿಯೊಬ್ಬರ ಹೊಣೆಯಾಗಿದೆ. "ನದಿ ಮತ್ತು ನೀರು ನಮ್ಮ ಮುಂದಿನ ಪೀಳಿಗೆಯ ಭವಿಷ್ಯ" ಎಂಬ ವಿಷಯದ ಕುರಿತು ವಿಚಾರ ಮಂಡಿಸಿದರು. — [36, 1840, 255, 1968]
headline: ಹಾಲಕ್ಕಿ ಒಕ್ಕಲಿಗ ಪ್ರತಿಭಾವಂತರಿಗೆ ಉನ್ನತ ಶಿಕ್ಷಣಕ್ಕೆ ಆರ್ಥಿಕ ನೆರವು: ಅರ್ಜಿ ಆಹ್ವಾನ — [1090, 117, 1348, 167]
story-lok-adalat — [335, 114, 1081, 760]
contact-phone[interactable]: +91 82772 80759 — [247, 2461, 571, 2499]
column-divider — [1085, 114, 1086, 1447]
section-divider — [335, 1267, 1081, 1269]
article-body — [1090, 1029, 1400, 1160]
article-col-2: ಸಂಪರ್ಕದಲ್ಲಿದ್ದರೆ ಉತ್ತರ ಕನ್ನಡದ ಜನರು ಮಂಗಳೂರು ಪೀಠಕ್ಕೆ ಹೋಗಲು ಬಹಳ ದೂರ ಪ್ರಯಾಣ ಮಾಡಬೇಕಾಗುತ್ತದೆ. ಬಡ ಕಕ್ಷಿದಾರರಿಗೆ ಇದು ಆರ್ಥಿಕ ಹೊರೆಯಾಗಲಿದೆ. ಕಾರವಾರ, ಅಂಕೋಲಾ, ಕುಮಟಾ, ಹೊನ್ನಾವರ, ಭಟ್ಕಳ, ಶಿರಸಿ, ಯಲ್ಲಾಪುರ ಭಾಗದ ಜನರಿಗೆ ಧಾರವಾಡವೇ ಅನುಕೂಲಕರ. — [273, 1508, 499, 1587]
body-text: ಹಾಲಕ್ಕಿ ಸಮಾಜದ ಶಕ್ತಿ ಕ್ಷೇತ್ರ ನಿಧಿ ಸಮಿತಿ, ಬಡ ಹಾಗೂ ಪ್ರತಿಭಾವಂತ ವಿದ್ಯಾರ್ಥಿಗಳು ಉನ್ನತ ಶಿಕ್ಷಣ ಪಡೆಯಲು ಆರ್ಥಿಕ ನೆರವು ನೀಡಲು ಅರ್ಜಿ ಆಹ್ವಾನಿಸಿದೆ. ಎಂ.ಬಿ.ಬಿ.ಎಸ್, ಎಂಜಿನಿಯರಿಂಗ್, ಬಿಎಸ್ಸಿ ನರ್ಸಿಂಗ್, ಬಿಫಾರ್ಮ, ಬಿಇಡಿ, ಡಿಇಡಿ, ಐಟಿಐ ಸೇರಿದಂತೆ ವಿವಿಧ ಕೋರ್ಸ್‌ಗಳಲ್ಲಿ ಪ್ರವೇಶ ಪಡೆದ ವಿದ್ಯಾರ್ಥಿಗಳು ಅರ್ಜಿ ಸಲ್ಲಿಸಬಹುದು. ಅರ್ಜಿಯ ಜೊತೆಗೆ ಅಂಕಪಟ್ಟಿ, ಪ್ರವೇಶ ಪತ್ರ, ಆದಾಯ ಪ್ರಮಾಣ ಪತ್ರ ಲಗತ್ತಿಸಬೇಕು. ಸೆ.10 ರೊಳಗಾಗಿ ಅರ್ಜಿ ಸಲ್ಲಿಸಬೇಕು. ಹೆಚ್ಚಿನ ಮಾಹಿತಿಗಾಗಿ 9242121337, 9740752402, 9448503831 ಸಂಖ್ಯೆಗಳನ್ನು ಸಂಪರ್ಕಿಸಬಹುದಾಗಿದೆ ಎಂದು ಸಮಿತಿ ಅಧ್ಯಕ್ಷರು ತಿಳಿಸಿದ್ದಾರೆ. — [1090, 178, 1400, 307]
masthead — [0, 0, 1456, 102]
article-col-4: ಕೆಲವು ಪ್ರಕರಣಗಳಲ್ಲಿ ನಿಜವಾಗಿಯೂ ಪರಿಹಾರ ಕಂಡುಕೊಳ್ಳಲು ಕಕ್ಷಿದಾರರು ಸ್ವಯಂ ಮುಂದೆ ಬರಬೇಕು. ವಾಹನ ಅಪಘಾತ, ಚೆಕ್ ಬೌನ್ಸ್, ಕೌಟುಂಬಿಕ ವ್ಯಾಜ್ಯ, ಭೂ ವ್ಯಾಜ್ಯ ಸೇರಿದಂತೆ ಅನೇಕ ಪ್ರಕರಣಗಳು ರಾಜೀ ಸಂಧಾನದ ಮೂಲಕ ಇತ್ಯರ್ಥವಾಗುತ್ತವೆ. ಪೊಲೀಸ್ ಅಧಿಕಾರಿಗಳು, ಅರಣ್ಯ, ಕಂದಾಯ, ಅಬಕಾರಿ, ಪುರಸಭೆ, ಸಾರಿಗೆ ಹಾಗೂ ಇತರೆ ಇಲಾಖೆ ಅಧಿಕಾರಿಗಳು ಉಪಸ್ಥಿತರಿದ್ದರು. — [826, 438, 1068, 533]
right-story-vatsalya — [1090, 799, 1400, 1445]
